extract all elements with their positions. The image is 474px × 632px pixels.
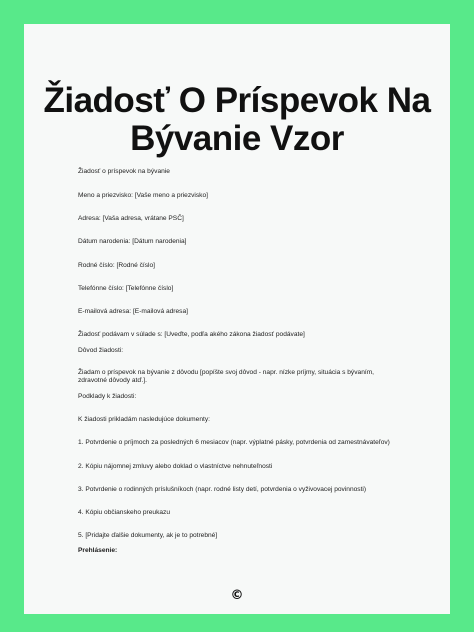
field-phone: Telefónne číslo: [Telefónne číslo] <box>78 285 174 292</box>
attachment-item-3: 3. Potvrdenie o rodinných príslušníkoch (napr. rodné listy detí, potvrdenia o vyživovacej povinnosti) <box>78 486 367 493</box>
copyright-icon: © <box>230 588 244 603</box>
field-name: Meno a priezvisko: [Vaše meno a priezvisko] <box>78 192 208 199</box>
reason-heading: Dôvod žiadosti: <box>78 347 124 354</box>
field-birth-number: Rodné číslo: [Rodné číslo] <box>78 262 155 269</box>
attachment-item-4: 4. Kópiu občianskeho preukazu <box>78 509 171 516</box>
page-title <box>24 82 450 158</box>
form-heading: Žiadosť o príspevok na bývanie <box>78 168 170 175</box>
field-birth-date: Dátum narodenia: [Dátum narodenia] <box>78 238 187 245</box>
title-line-2: Bývanie Vzor <box>130 119 344 158</box>
attachment-item-1: 1. Potvrdenie o príjmoch za posledných 6 mesiacov (napr. výplatné pásky, potvrdenia od zamestnávateľov) <box>78 439 390 446</box>
field-legal-basis: Žiadosť podávam v súlade s: [Uveďte, podľa akého zákona žiadosť podávate] <box>78 331 305 338</box>
declaration-heading: Prehlásenie: <box>78 547 118 554</box>
attachment-item-5: 5. [Pridajte ďalšie dokumenty, ak je to potrebné] <box>78 532 218 539</box>
attachment-item-2: 2. Kópiu nájomnej zmluvy alebo doklad o vlastníctve nehnuteľnosti <box>78 463 273 470</box>
document-page <box>24 24 450 614</box>
attachments-intro: K žiadosti prikladám nasledujúce dokumenty: <box>78 416 210 423</box>
reason-text: Žiadam o príspevok na bývanie z dôvodu [popíšte svoj dôvod - napr. nízke príjmy, situácia s bývaním, zdravotné dôvody atď.]. <box>78 369 375 384</box>
title-line-1: Žiadosť O Príspevok Na <box>43 81 431 120</box>
attachments-heading: Podklady k žiadosti: <box>78 393 137 400</box>
field-email: E-mailová adresa: [E-mailová adresa] <box>78 308 188 315</box>
field-address: Adresa: [Vaša adresa, vrátane PSČ] <box>78 215 184 222</box>
